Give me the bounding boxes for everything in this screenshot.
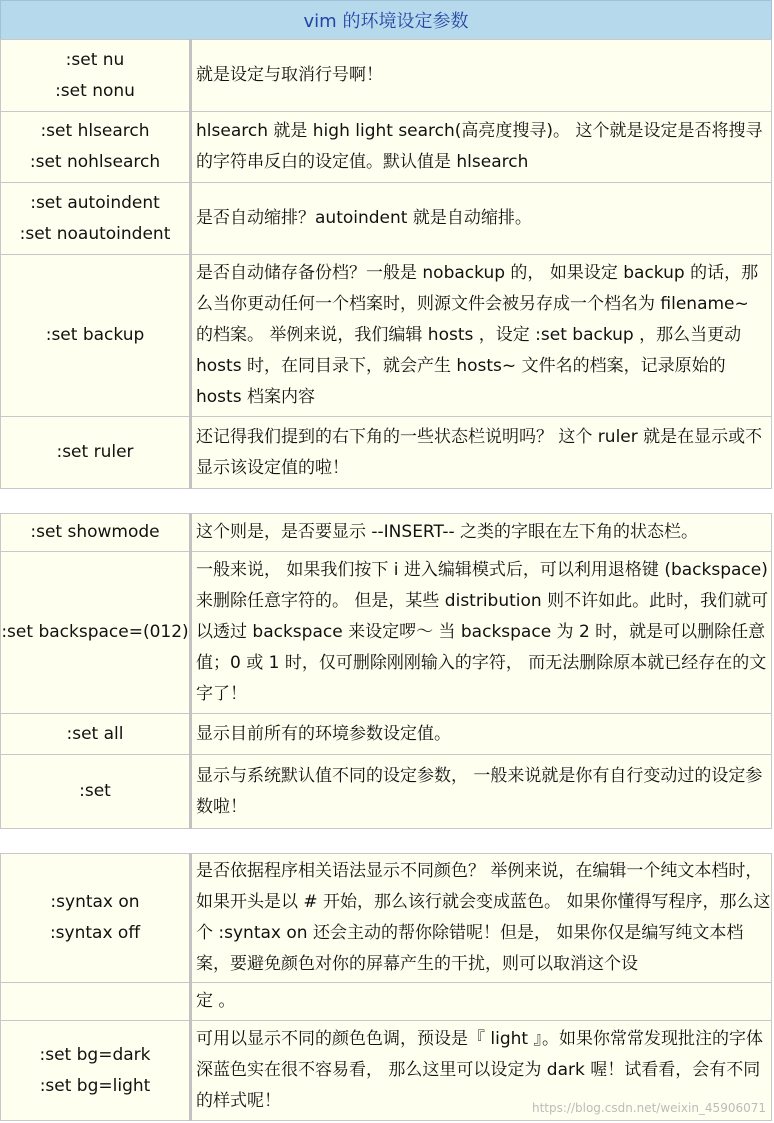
- section-gap: [0, 489, 774, 513]
- command-cell: [1, 255, 191, 417]
- settings-table-2: [0, 513, 772, 829]
- command-text: :syntax off: [49, 923, 141, 943]
- command-text: :set: [79, 781, 111, 801]
- command-text: :syntax on: [50, 892, 140, 912]
- description-cell: 显示与系统默认值不同的设定参数， 一般来说就是你有自行变动过的设定参数啦！: [191, 755, 772, 829]
- command-text: :set bg=dark: [39, 1044, 151, 1065]
- command-cell: [1, 1021, 191, 1121]
- table-row: [1, 514, 772, 552]
- command-cell: [1, 983, 191, 1021]
- table-row: [1, 552, 772, 714]
- description-cell: 一般来说， 如果我们按下 i 进入编辑模式后，可以利用退格键 (backspace) 来删除任意字符的。 但是，某些 distribution 则不许如此。此时，我们就可以透过 backspace 来设定啰～ 当 backspace 为 2 时，就是可以删除任意值；0 或 1 时，仅可删除刚刚输入的字符， 而无法删除原本就已经存在的文字了！: [191, 552, 772, 714]
- description-cell: 可用以显示不同的颜色色调，预设是『 light 』。如果你常常发现批注的字体深蓝色实在很不容易看， 那么这里可以设定为 dark 喔！试看看，会有不同的样式呢！: [191, 1021, 772, 1121]
- watermark: https://blog.csdn.net/weixin_45906071: [531, 1101, 766, 1115]
- command-text: :set showmode: [30, 522, 160, 542]
- command-text: :set autoindent: [30, 192, 160, 213]
- command-text: :set backup: [45, 325, 145, 345]
- description-cell: 是否自动缩排？autoindent 就是自动缩排。: [191, 183, 772, 255]
- command-cell: [1, 40, 191, 112]
- title-table: [0, 0, 772, 40]
- command-cell: [1, 183, 191, 255]
- command-text: :set hlsearch: [40, 121, 150, 141]
- description-cell: 是否自动储存备份档？一般是 nobackup 的， 如果设定 backup 的话，那么当你更动任何一个档案时，则源文件会被另存成一个档名为 filename~ 的档案。 举例来说，我们编辑 hosts ，设定 :set backup ，那么当更动 hosts 时，在同目录下，就会产生 hosts~ 文件名的档案，记录原始的 hosts 档案内容: [191, 255, 772, 417]
- settings-table-1: [0, 39, 772, 489]
- command-text: :set nohlsearch: [29, 152, 161, 172]
- description-cell: 是否依据程序相关语法显示不同颜色？ 举例来说，在编辑一个纯文本档时，如果开头是以 # 开始，那么该行就会变成蓝色。 如果你懂得写程序，那么这个 :syntax on 还会主动的帮你除错呢！但是， 如果你仅是编写纯文本档案，要避免颜色对你的屏幕产生的干扰，则可以取消这个设: [191, 854, 772, 983]
- command-text: :set bg=light: [39, 1075, 151, 1096]
- description-cell: hlsearch 就是 high light search(高亮度搜寻)。 这个就是设定是否将搜寻的字符串反白的设定值。默认值是 hlsearch: [191, 112, 772, 183]
- description-cell: 这个则是，是否要显示 --INSERT-- 之类的字眼在左下角的状态栏。: [191, 514, 772, 552]
- command-text: :set noautoindent: [19, 223, 171, 244]
- command-text: :set nu: [65, 49, 125, 70]
- description-cell: 定 。: [191, 983, 772, 1021]
- section-gap: [0, 829, 774, 853]
- table-row: [1, 854, 772, 983]
- table-row: [1, 714, 772, 755]
- command-cell: [1, 755, 191, 829]
- table-row: [1, 417, 772, 489]
- table-row: [1, 183, 772, 255]
- command-cell: [1, 112, 191, 183]
- command-cell: [1, 417, 191, 489]
- command-cell: [1, 552, 191, 714]
- table-row: [1, 755, 772, 829]
- table-row: [1, 40, 772, 112]
- command-text: :set nonu: [55, 80, 135, 101]
- table-row: [1, 983, 772, 1021]
- settings-table-3: [0, 853, 772, 1121]
- command-cell: [1, 514, 191, 552]
- description-cell: 显示目前所有的环境参数设定值。: [191, 714, 772, 755]
- description-cell: 还记得我们提到的右下角的一些状态栏说明吗？ 这个 ruler 就是在显示或不显示该设定值的啦！: [191, 417, 772, 489]
- table-row: [1, 112, 772, 183]
- description-cell: 就是设定与取消行号啊！: [191, 40, 772, 112]
- command-cell: [1, 854, 191, 983]
- table-row: [1, 255, 772, 417]
- command-text: :set ruler: [56, 442, 134, 462]
- page-title: vim 的环境设定参数: [1, 1, 772, 40]
- command-text: :set backspace=(012): [1, 622, 189, 642]
- command-text: :set all: [66, 723, 124, 744]
- command-cell: [1, 714, 191, 755]
